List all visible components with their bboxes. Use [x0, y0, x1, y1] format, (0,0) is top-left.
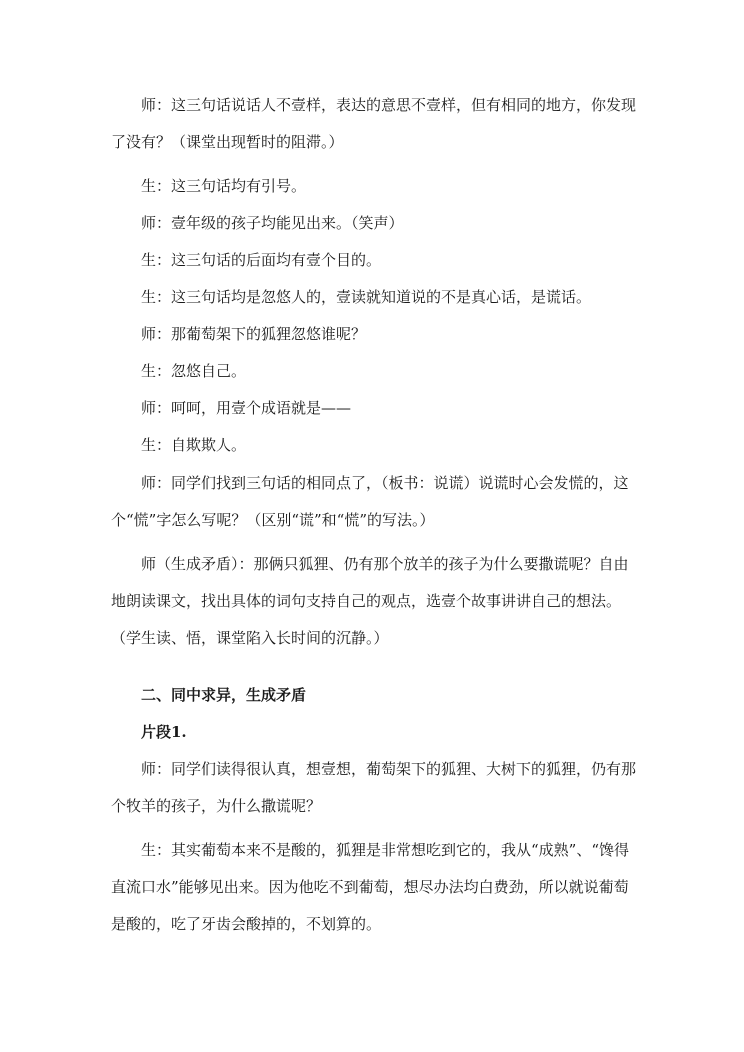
- paragraph-teacher-idiom: 师：呵呵，用壹个成语就是——: [141, 399, 352, 417]
- paragraph-teacher-why-lie: 师：同学们读得很认真，想壹想，葡萄架下的狐狸、大树下的狐狸，仍有那个牧羊的孩子，为什么撒谎呢？: [111, 760, 637, 815]
- paragraph-student-grapes: 生：其实葡萄本来不是酸的，狐狸是非常想吃到它的，我从“成熟”、“馋得直流口水”能够见出来。因为他吃不到葡萄，想尽办法均白费劲，所以就说葡萄是酸的，吃了牙齿会酸掉的，不划算的。: [111, 841, 630, 933]
- paragraph-teacher-laughter: 师：壹年级的孩子均能见出来。（笑声）: [141, 214, 404, 232]
- paragraph-student-purpose: 生：这三句话的后面均有壹个目的。: [141, 251, 382, 269]
- paragraph-teacher-blackboard: 师：同学们找到三句话的相同点了，（板书：说谎）说谎时心会发慌的，这个“慌”字怎么写呢？（区别“谎”和“慌”的写法。）: [111, 474, 629, 529]
- paragraph-teacher-contradiction: 师（生成矛盾）：那俩只狐狸、仍有那个放羊的孩子为什么要撒谎呢？自由地朗读课文，找出具体的词句支持自己的观点，选壹个故事讲讲自己的想法。（学生读、悟，课堂陷入长时间的沉静。）: [111, 555, 629, 647]
- paragraph-teacher-question: 师：这三句话说话人不壹样，表达的意思不壹样，但有相同的地方，你发现了没有？（课堂出现暂时的阻滞。）: [111, 96, 637, 151]
- section-heading: 二、同中求异，生成矛盾: [141, 686, 307, 704]
- paragraph-student-idiom: 生：自欺欺人。: [141, 436, 247, 454]
- segment-heading: 片段1.: [141, 723, 187, 741]
- paragraph-teacher-fox: 师：那葡萄架下的狐狸忽悠谁呢？: [141, 325, 367, 343]
- paragraph-student-lies: 生：这三句话均是忽悠人的，壹读就知道说的不是真心话，是谎话。: [141, 288, 592, 306]
- paragraph-student-self: 生：忽悠自己。: [141, 362, 247, 380]
- paragraph-student-quotes: 生：这三句话均有引号。: [141, 177, 307, 195]
